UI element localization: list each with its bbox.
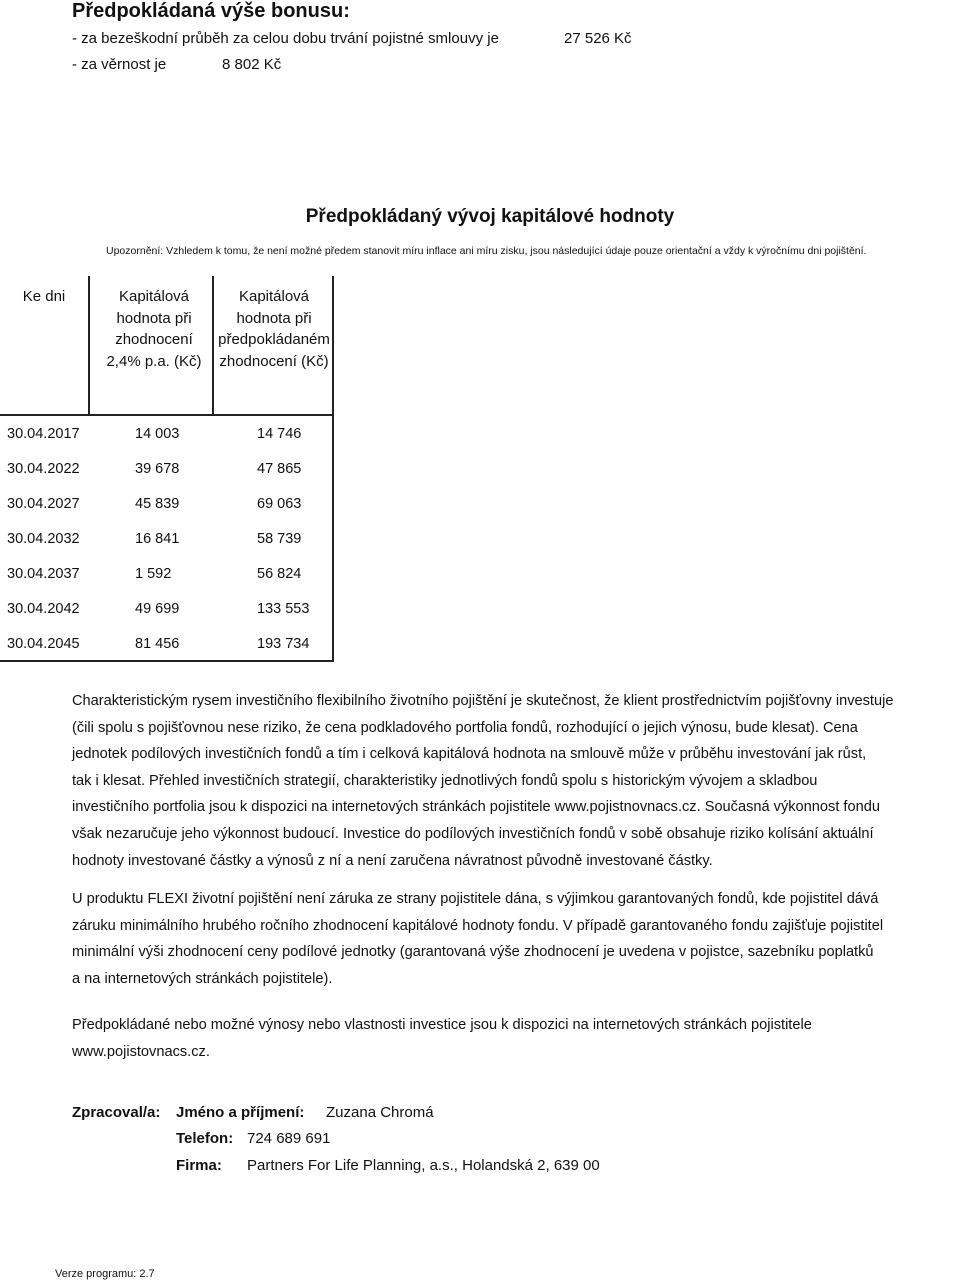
company-value: Partners For Life Planning, a.s., Holandská 2, 639 00 bbox=[247, 1157, 600, 1174]
table-cell-expected-value: 47 865 bbox=[257, 461, 302, 477]
paragraph-line: investičního portfolia jsou k dispozici na internetových stránkách pojistitele www.pojistnovnacs.cz. Současná výkonnost fondu bbox=[72, 799, 880, 816]
table-cell-date: 30.04.2045 bbox=[7, 636, 80, 652]
development-warning: Upozornění: Vzhledem k tomu, že není možné předem stanovit míru inflace ani míru zisku, jsou následující údaje pouze orientační a vždy k výročnímu dni pojištění. bbox=[106, 245, 867, 257]
table-cell-expected-value: 14 746 bbox=[257, 426, 302, 442]
table-cell-rate-value: 45 839 bbox=[135, 496, 180, 512]
name-value: Zuzana Chromá bbox=[326, 1104, 434, 1121]
paragraph-line: www.pojistovnacs.cz. bbox=[72, 1043, 210, 1060]
table-divider bbox=[88, 276, 90, 416]
table-header-rate: Kapitálová hodnota při zhodnocení 2,4% p.a. (Kč) bbox=[106, 288, 202, 370]
investment-risk-paragraph bbox=[72, 688, 960, 874]
bonus-loyalty-label: - za věrnost je bbox=[72, 56, 167, 73]
phone-label: Telefon: bbox=[176, 1130, 234, 1147]
table-cell-date: 30.04.2042 bbox=[7, 601, 80, 617]
paragraph-line: hodnoty investované částky a výnosů z ní a není zaručena návratnost původně investované částky. bbox=[72, 852, 713, 869]
prepared-by-label: Zpracoval/a: bbox=[72, 1104, 161, 1121]
paragraph-line: jednotek podílových investičních fondů a tím i celková kapitálová hodnota na smlouvě může v průběhu investování jak růst, bbox=[72, 746, 867, 763]
table-cell-expected-value: 133 553 bbox=[257, 601, 310, 617]
development-title: Předpokládaný vývoj kapitálové hodnoty bbox=[305, 206, 675, 227]
table-cell-expected-value: 193 734 bbox=[257, 636, 310, 652]
returns-paragraph bbox=[72, 1012, 960, 1065]
bonus-claimfree-value: 27 526 Kč bbox=[564, 30, 632, 47]
table-cell-rate-value: 39 678 bbox=[135, 461, 180, 477]
table-header-expected: Kapitálová hodnota při předpokládaném zhodnocení (Kč) bbox=[218, 288, 330, 370]
table-cell-date: 30.04.2022 bbox=[7, 461, 80, 477]
paragraph-line: záruku minimálního hrubého ročního zhodnocení kapitálové hodnoty fondu. V případě garantovaného fondu zajišťuje pojistitel bbox=[72, 917, 884, 934]
table-header-divider bbox=[0, 414, 334, 416]
table-cell-expected-value: 69 063 bbox=[257, 496, 302, 512]
phone-value: 724 689 691 bbox=[247, 1130, 331, 1147]
table-cell-rate-value: 49 699 bbox=[135, 601, 180, 617]
program-version: Verze programu: 2.7 bbox=[55, 1268, 155, 1280]
paragraph-line: však nezaručuje jeho výkonnost budoucí. Investice do podílových investičních fondů v sobě obsahuje riziko kolísání aktuální bbox=[72, 825, 874, 842]
paragraph-line: U produktu FLEXI životní pojištění není záruka ze strany pojistitele dána, s výjimkou garantovaných fondů, kde pojistitel dává bbox=[72, 891, 879, 907]
paragraph-line: a na internetových stránkách pojistitele). bbox=[72, 970, 333, 987]
company-label: Firma: bbox=[176, 1157, 222, 1174]
table-cell-rate-value: 16 841 bbox=[135, 531, 180, 547]
paragraph-line: Charakteristickým rysem investičního flexibilního životního pojištění je skutečnost, že klient prostřednictvím pojišťovny investuje bbox=[72, 693, 894, 709]
paragraph-line: minimální výši zhodnocení ceny podílové jednotky (garantovaná výše zhodnocení je uvedena v pojistce, sazebníku poplatků bbox=[72, 944, 874, 961]
table-cell-expected-value: 56 824 bbox=[257, 566, 302, 582]
table-cell-expected-value: 58 739 bbox=[257, 531, 302, 547]
paragraph-line: Předpokládané nebo možné výnosy nebo vlastnosti investice jsou k dispozici na internetových stránkách pojistitele bbox=[72, 1017, 812, 1033]
guarantee-paragraph bbox=[72, 886, 960, 992]
table-cell-rate-value: 81 456 bbox=[135, 636, 180, 652]
bonus-loyalty-value: 8 802 Kč bbox=[222, 56, 282, 73]
bonus-title: Předpokládaná výše bonusu: bbox=[72, 0, 350, 22]
table-cell-date: 30.04.2027 bbox=[7, 496, 80, 512]
table-cell-rate-value: 1 592 bbox=[135, 566, 172, 582]
paragraph-line: tak i klesat. Přehled investičních strategií, charakteristiky jednotlivých fondů spolu s historickým vývojem a skladbou bbox=[72, 772, 818, 789]
table-cell-date: 30.04.2037 bbox=[7, 566, 80, 582]
name-label: Jméno a příjmení: bbox=[176, 1104, 305, 1121]
paragraph-line: (čili spolu s pojišťovnou nese riziko, že cena podkladového portfolia fondů, rozhodující o jejich výnosu, bude klesat). Cena bbox=[72, 719, 858, 736]
bonus-claimfree-label: - za bezeškodní průběh za celou dobu trvání pojistné smlouvy je bbox=[72, 30, 499, 47]
table-cell-date: 30.04.2017 bbox=[7, 426, 80, 442]
table-header-date: Ke dni bbox=[22, 288, 66, 305]
table-cell-date: 30.04.2032 bbox=[7, 531, 80, 547]
table-cell-rate-value: 14 003 bbox=[135, 426, 180, 442]
